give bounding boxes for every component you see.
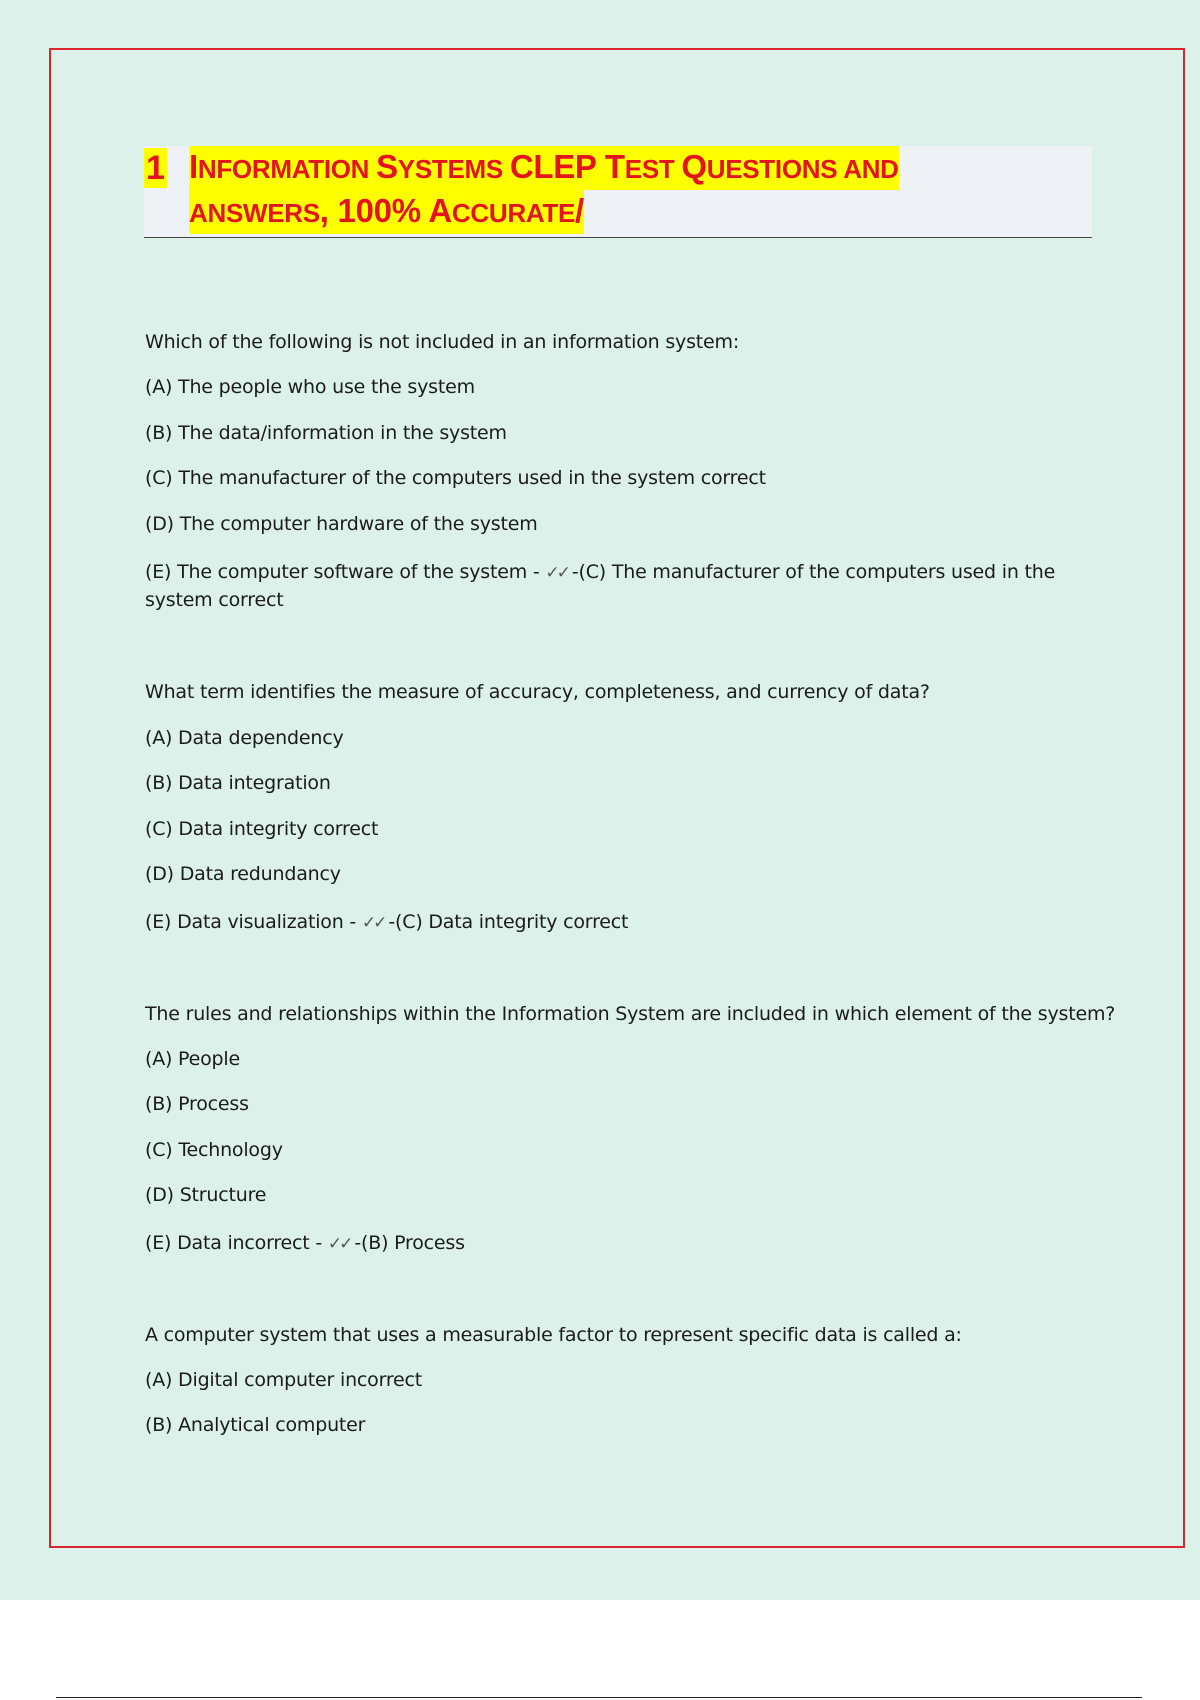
answer-option: (A) The people who use the system (145, 376, 475, 398)
title-text: EST (624, 154, 682, 184)
answer-option: (C) The manufacturer of the computers used in the system correct (145, 467, 766, 489)
question-text: A computer system that uses a measurable factor to represent specific data is called a: (145, 1324, 962, 1346)
answer-option-with-key (145, 558, 1055, 587)
title-text: YSTEMS (397, 154, 510, 184)
answer-option: (E) Data incorrect - (145, 1232, 328, 1254)
title-text: ANSWERS (189, 198, 320, 228)
answer-option: (D) Structure (145, 1184, 267, 1206)
answer-option: (B) Data integration (145, 772, 331, 794)
question-text: Which of the following is not included in an information system: (145, 331, 740, 353)
title-text: S (376, 148, 398, 185)
answer-option: (C) Technology (145, 1139, 283, 1161)
answer-option: (A) People (145, 1048, 240, 1070)
question-text: The rules and relationships within the Information System are included in which element of the system? (145, 1003, 1116, 1025)
answer-option: (E) Data visualization - (145, 911, 362, 933)
title-text: , 100% A (319, 192, 452, 229)
title-line-2 (189, 190, 584, 234)
title-text: CCURATE (451, 198, 575, 228)
title-line-1 (189, 146, 899, 190)
double-check-icon: ✓✓ (545, 563, 568, 583)
question-text: What term identifies the measure of accuracy, completeness, and currency of data? (145, 681, 930, 703)
answer-option: (E) The computer software of the system - (145, 561, 546, 583)
double-check-icon: ✓✓ (361, 913, 385, 933)
answer-option: (A) Digital computer incorrect (145, 1369, 423, 1391)
correct-answer: -(C) Data integrity correct (388, 911, 629, 933)
answer-option-with-key (145, 1229, 465, 1258)
correct-answer-continued: system correct (145, 589, 284, 611)
title-text: CLEP T (509, 148, 625, 185)
answer-option: (A) Data dependency (145, 727, 344, 749)
title-text: I (189, 148, 198, 185)
title-text: / (575, 192, 584, 229)
title-text: NFORMATION (197, 154, 377, 184)
answer-option: (C) Data integrity correct (145, 818, 379, 840)
answer-option: (D) Data redundancy (145, 863, 341, 885)
correct-answer: -(C) The manufacturer of the computers used in the (571, 561, 1056, 583)
answer-option: (D) The computer hardware of the system (145, 513, 538, 535)
answer-option: (B) The data/information in the system (145, 422, 507, 444)
correct-answer: -(B) Process (354, 1232, 465, 1254)
answer-option-with-key (145, 908, 628, 937)
title-text: Q (681, 148, 707, 185)
answer-option: (B) Analytical computer (145, 1414, 366, 1436)
double-check-icon: ✓✓ (327, 1234, 351, 1254)
footer-divider (56, 1697, 1142, 1698)
answer-option: (B) Process (145, 1093, 249, 1115)
title-text: UESTIONS AND (706, 154, 899, 184)
heading-number: 1 (146, 149, 165, 187)
